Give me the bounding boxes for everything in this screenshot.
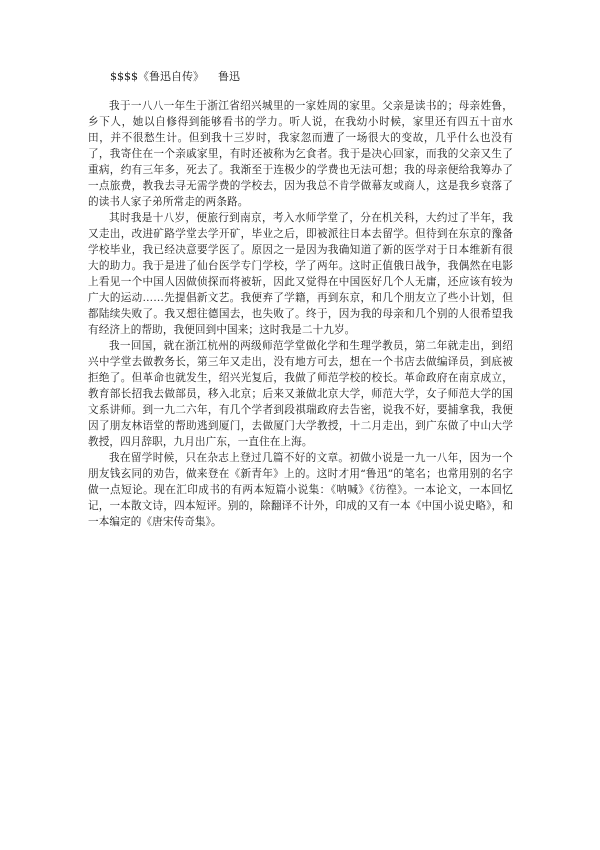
author-name: 鲁迅 (218, 70, 240, 83)
paragraph-3: 我一回国，就在浙江杭州的两级师范学堂做化学和生理学教员，第二年就走出，到绍兴中学堂去做教务长，第三年又走出，没有地方可去，想在一个书店去做编译员，到底被拒绝了。但革命也就发生，绍兴光复后，我做了师范学校的校长。革命政府在南京成立，教育部长招我去做部员，移入北京；后来又兼做北京大学，师范大学，女子师范大学的国文系讲师。到一九二六年，有几个学者到段祺瑞政府去告密，说我不好，要捕拿我，我便因了朋友林语堂的帮助逃到厦门，去做厦门大学教授，十二月走出，到广东做了中山大学教授，四月辞职，九月出广东，一直住在上海。 (88, 340, 513, 448)
paragraph-1: 我于一八八一年生于浙江省绍兴城里的一家姓周的家里。父亲是读书的；母亲姓鲁，乡下人，她以自修得到能够看书的学力。听人说，在我幼小时候，家里还有四五十亩水田，并不很愁生计。但到我十三岁时，我家忽而遭了一场很大的变故，几乎什么也没有了，我寄住在一个亲戚家里，有时还被称为乞食者。我于是决心回家，而我的父亲又生了重病，约有三年多，死去了。我渐至于连极少的学费也无法可想；我的母亲便给我筹办了一点旅费，教我去寻无需学费的学校去，因为我总不肯学做幕友或商人，这是我乡衰落了的读书人家子弟所常走的两条路。 (88, 100, 513, 208)
paragraph-2: 其时我是十八岁，便旅行到南京，考入水师学堂了，分在机关科，大约过了半年，我又走出，改进矿路学堂去学开矿，毕业之后，即被派往日本去留学。但待到在东京的豫备学校毕业，我已经决意要学医了。原因之一是因为我确知道了新的医学对于日本维新有很大的助力。我于是进了仙台医学专门学校，学了两年。这时正值俄日战争，我偶然在电影上看见一个中国人因做侦探而将被斩，因此又觉得在中国医好几个人无庸，还应该有较为广大的运动……先提倡新文艺。我便弃了学籍，再到东京，和几个朋友立了些小计划，但都陆续失败了。我又想往德国去，也失败了。终于，因为我的母亲和几个别的人很希望我有经济上的帮助，我便回到中国来；这时我是二十九岁。 (88, 212, 513, 336)
paragraph-4: 我在留学时候，只在杂志上登过几篇不好的文章。初做小说是一九一八年，因为一个朋友钱玄同的劝告，做来登在《新青年》上的。这时才用“鲁迅”的笔名；也常用别的名字做一点短论。现在汇印成书的有两本短篇小说集：《呐喊》《彷徨》。一本论文，一本回忆记，一本散文诗，四本短评。别的，除翻译不计外，印成的又有一本《中国小说史略》，和一本编定的《唐宋传奇集》。 (88, 452, 513, 528)
title-line (110, 70, 513, 84)
document-page (88, 70, 513, 530)
document-title: $$$$《鲁迅自传》 (110, 70, 204, 83)
